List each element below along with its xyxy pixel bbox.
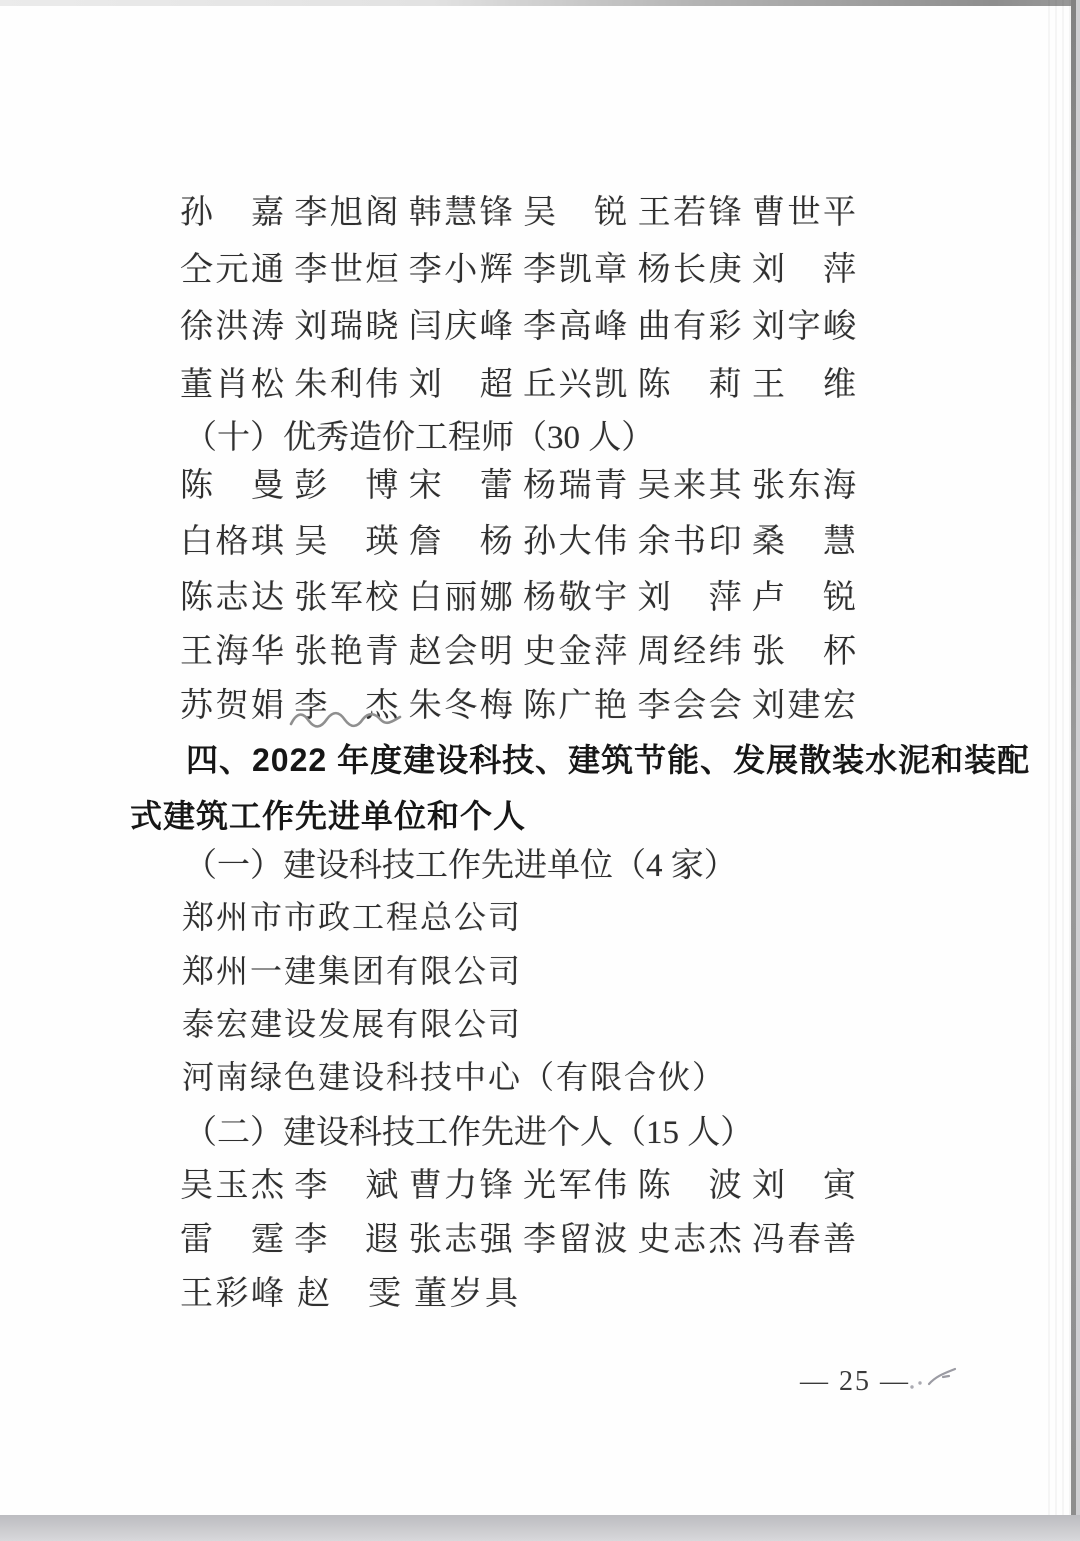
- person-name: 孙 嘉: [180, 195, 284, 231]
- person-name: 吴玉杰: [180, 1168, 284, 1204]
- name-row: [180, 193, 856, 233]
- person-name: 丘兴凯: [523, 367, 628, 403]
- person-name: 彭 博: [294, 468, 399, 504]
- name-row: [180, 632, 856, 672]
- person-name: 杨长庚: [637, 252, 742, 288]
- name-row: [180, 686, 856, 726]
- person-name: 吴来其: [637, 468, 742, 504]
- name-row: [180, 1220, 856, 1260]
- person-name: 张艳青: [294, 634, 399, 670]
- person-name: 张志强: [408, 1222, 513, 1258]
- person-name: 宋 蕾: [408, 468, 513, 504]
- person-name: 刘 超: [408, 367, 513, 403]
- person-name: 王海华: [180, 634, 284, 670]
- wavy-underline-mark: [288, 708, 404, 732]
- person-name: 史金萍: [523, 634, 628, 670]
- person-name: 李凯章: [523, 252, 628, 288]
- person-name: 刘瑞晓: [294, 309, 399, 345]
- section-heading-excellent-cost-engineers: （十）优秀造价工程师（30 人）: [184, 420, 655, 456]
- person-name: 陈 波: [637, 1168, 742, 1204]
- person-name: 白丽娜: [408, 580, 513, 616]
- person-name: 王彩峰: [180, 1276, 284, 1312]
- person-name: 白格琪: [180, 524, 284, 560]
- person-name: 徐洪涛: [180, 309, 284, 345]
- person-name: 桑 慧: [751, 524, 856, 560]
- person-name: 周经纬: [637, 634, 742, 670]
- section-heading-4-line1: 四、2022 年度建设科技、建筑节能、发展散装水泥和装配: [186, 742, 1031, 778]
- person-name: 王若锋: [637, 195, 742, 231]
- person-name: 韩慧锋: [408, 195, 513, 231]
- company-name: 河南绿色建设科技中心（有限合伙）: [182, 1059, 727, 1095]
- person-name: 刘 寅: [751, 1168, 856, 1204]
- person-name: 陈广艳: [523, 688, 628, 724]
- person-name: 陈 莉: [637, 367, 742, 403]
- person-name: 孙大伟: [523, 524, 628, 560]
- section-heading-advanced-units: （一）建设科技工作先进单位（4 家）: [184, 848, 737, 884]
- name-row: [180, 307, 856, 347]
- name-row: [180, 522, 856, 562]
- person-name: 李 斌: [294, 1168, 399, 1204]
- person-name: 陈志达: [180, 580, 284, 616]
- person-name: 杨瑞青: [523, 468, 628, 504]
- person-name: 吴 瑛: [294, 524, 399, 560]
- name-row: [180, 1274, 856, 1314]
- person-name: 苏贺娟: [180, 688, 284, 724]
- person-name: 张东海: [751, 468, 856, 504]
- person-name: 李 杰: [294, 688, 399, 724]
- person-name: 张军校: [294, 580, 399, 616]
- person-name: 闫庆峰: [408, 309, 513, 345]
- name-row: [180, 1166, 856, 1206]
- name-row: [180, 365, 856, 405]
- person-name: 曹力锋: [408, 1168, 513, 1204]
- person-name: 仝元通: [180, 252, 284, 288]
- person-name: 赵会明: [408, 634, 513, 670]
- person-name: 李旭阁: [294, 195, 399, 231]
- person-name: 朱冬梅: [408, 688, 513, 724]
- person-name: 卢 锐: [751, 580, 856, 616]
- person-name: 李小辉: [408, 252, 513, 288]
- pencil-scribble-mark: [905, 1363, 961, 1399]
- person-name: 李世烜: [294, 252, 399, 288]
- person-name: 李会会: [637, 688, 742, 724]
- person-name: 朱利伟: [294, 367, 399, 403]
- scan-edge-top: [0, 0, 1080, 6]
- section-heading-advanced-individuals: （二）建设科技工作先进个人（15 人）: [184, 1115, 754, 1151]
- person-name: 刘字峻: [751, 309, 856, 345]
- person-name: 董肖松: [180, 367, 284, 403]
- person-name: 曲有彩: [637, 309, 742, 345]
- person-name: 史志杰: [637, 1222, 742, 1258]
- person-name: 吴 锐: [523, 195, 628, 231]
- person-name: 董岁具: [414, 1276, 518, 1312]
- name-row: [180, 250, 856, 290]
- person-name: 雷 霆: [180, 1222, 284, 1258]
- section-heading-4-line2: 式建筑工作先进单位和个人: [130, 798, 527, 834]
- person-name: 光军伟: [523, 1168, 628, 1204]
- scan-edge-right-outer: [1076, 0, 1080, 1541]
- name-row: [180, 578, 856, 618]
- page-number: — 25 —: [800, 1366, 910, 1397]
- person-name: 陈 曼: [180, 468, 284, 504]
- person-name: 杨敬宇: [523, 580, 628, 616]
- company-name: 泰宏建设发展有限公司: [182, 1006, 523, 1042]
- person-name: 王 维: [751, 367, 856, 403]
- person-name: 张 杯: [751, 634, 856, 670]
- person-name: 刘 萍: [751, 252, 856, 288]
- name-row: [180, 466, 856, 506]
- company-name: 郑州一建集团有限公司: [182, 953, 523, 989]
- person-name: 余书印: [637, 524, 742, 560]
- person-name: 詹 杨: [408, 524, 513, 560]
- scan-edge-right-fade: [1043, 0, 1071, 1541]
- person-name: 刘 萍: [637, 580, 742, 616]
- person-name: 冯春善: [751, 1222, 856, 1258]
- scan-edge-bottom: [0, 1515, 1080, 1541]
- person-name: 李高峰: [523, 309, 628, 345]
- person-name: 李留波: [523, 1222, 628, 1258]
- person-name: 刘建宏: [751, 688, 856, 724]
- company-name: 郑州市市政工程总公司: [182, 899, 523, 935]
- person-name: 赵 雯: [297, 1276, 401, 1312]
- person-name: 曹世平: [751, 195, 856, 231]
- person-name: 李 遐: [294, 1222, 399, 1258]
